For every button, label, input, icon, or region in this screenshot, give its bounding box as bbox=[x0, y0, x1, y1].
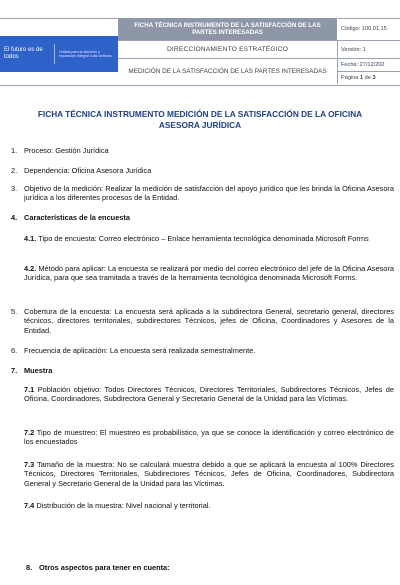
page-number bbox=[338, 71, 400, 84]
subitem-sampling-type bbox=[24, 428, 394, 447]
item-frequency: Frecuencia de aplicación: La encuesta será realizada semestralmente. bbox=[24, 346, 256, 355]
page-of: de bbox=[364, 75, 371, 81]
item-sample: Muestra bbox=[24, 366, 53, 375]
subitem-text: Tamaño de la muestra: No se calculará muestra debido a que se aplicará la encuesta al 100% Directores Técnicos, Directores Territoriales, Subdirectores Técnicos, Jefes de Oficina, Coordinadores, Subdirectora General y Secretario General de la Unidad para las Víctimas. bbox=[24, 460, 394, 488]
item-process: Proceso: Gestión Jurídica bbox=[24, 146, 109, 155]
subitem-application-method bbox=[24, 264, 394, 283]
item-survey-characteristics: Características de la encuesta bbox=[24, 213, 130, 222]
item-number: 8. bbox=[26, 563, 33, 572]
subitem-target-population bbox=[24, 385, 394, 404]
item-number: 6. bbox=[11, 346, 18, 355]
item-number: 2. bbox=[11, 166, 18, 175]
page-total: 3 bbox=[372, 75, 376, 81]
item-other-aspects: Otros aspectos para tener en cuenta: bbox=[39, 563, 170, 572]
logo-divider bbox=[54, 44, 55, 64]
subitem-label: 7.3 bbox=[24, 460, 35, 469]
header-process: DIRECCIONAMIENTO ESTRATÉGICO bbox=[118, 40, 338, 58]
item-objective: Objetivo de la medición: Realizar la medición de satisfacción del apoyo jurídico que les brinda la Oficina Asesora jurídica a los diferentes procesos de la Entidad. bbox=[24, 184, 394, 203]
document-header bbox=[0, 18, 400, 84]
entity-logo bbox=[0, 36, 118, 72]
document-version: Versión: 1 bbox=[338, 40, 400, 58]
page-prefix: Página bbox=[341, 75, 359, 81]
header-title: FICHA TÉCNICA INSTRUMENTO DE LA SATISFACCIÓN DE LAS PARTES INTERESADAS bbox=[118, 18, 338, 40]
header-subprocess: MEDICIÓN DE LA SATISFACCIÓN DE LAS PARTES INTERESADAS bbox=[118, 58, 338, 84]
item-number: 4. bbox=[11, 213, 18, 222]
item-number: 1. bbox=[11, 146, 18, 155]
subitem-sample-distribution bbox=[24, 501, 394, 510]
page-current: 1 bbox=[359, 75, 364, 81]
subitem-survey-type bbox=[24, 234, 394, 243]
subitem-text: Población objetivo: Todos Directores Técnicos, Directores Territoriales, Subdirectores Técnicos, Jefes de Oficina, Coordinadores, Subdirectora General y Secretario General de la Unidad para las Víctimas. bbox=[24, 385, 394, 404]
subitem-label: 4.2. bbox=[24, 264, 37, 273]
item-number: 5. bbox=[11, 307, 18, 316]
item-number: 7. bbox=[11, 366, 18, 375]
subitem-text: Distribución de la muestra: Nivel nacional y territorial. bbox=[34, 501, 211, 510]
subitem-label: 7.2 bbox=[24, 428, 35, 437]
subitem-sample-size bbox=[24, 460, 394, 488]
item-number: 3. bbox=[11, 184, 18, 193]
document-date: Fecha: 27/12/202 bbox=[338, 58, 400, 71]
document-code: Código: 100,01,15 bbox=[341, 26, 387, 32]
item-coverage: Cobertura de la encuesta: La encuesta será aplicada a la subdirectora General, secretario general, directores técnicos, directores territoriales, subdirectores Técnicos, jefes de Oficina, Coordinadores y Asesores de la Entidad. bbox=[24, 307, 394, 335]
item-dependency: Dependencia: Oficina Asesora Jurídica bbox=[24, 166, 152, 175]
subitem-label: 7.1 bbox=[24, 385, 35, 394]
subitem-text: Tipo de muestreo: El muestreo es probabilístico, ya que se conoce la identificación y correo electrónico de los encuestados bbox=[24, 428, 394, 447]
document-title: FICHA TÉCNICA INSTRUMENTO MEDICIÓN DE LA SATISFACCIÓN DE LA OFICINA ASESORA JURÍDICA bbox=[37, 109, 363, 130]
logo-entity-name: Unidad para la atención y reparación integral a las víctimas bbox=[59, 49, 112, 58]
subitem-label: 7.4 bbox=[24, 501, 35, 510]
subitem-text: Tipo de encuesta: Correo electrónico – Enlace herramienta tecnológica denominada Microsoft Forms bbox=[36, 234, 369, 243]
logo-slogan: El futuro es de todos bbox=[4, 47, 43, 60]
subitem-text: Método para aplicar: La encuesta se realizará por medio del correo electrónico del jefe de la Oficina Asesora Jurídica, para que sea tramitada a través de la herramienta tecnológica denominada Microsoft Forms. bbox=[24, 264, 394, 283]
subitem-label: 4.1. bbox=[24, 234, 37, 243]
